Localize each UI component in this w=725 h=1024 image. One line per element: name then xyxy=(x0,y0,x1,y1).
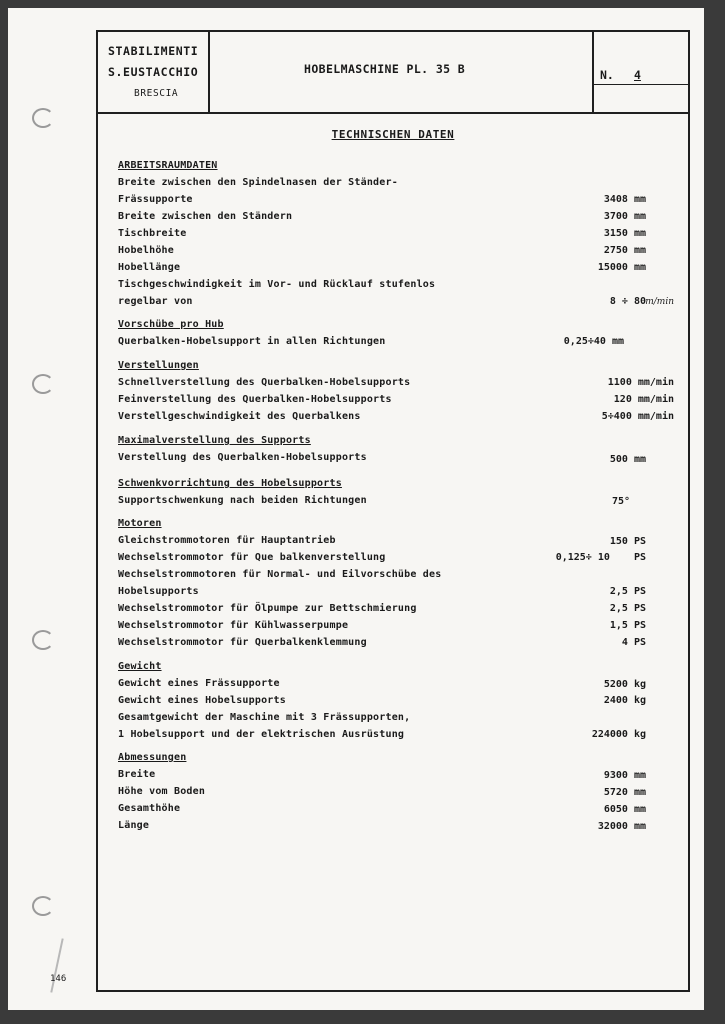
spec-label: 1 Hobelsupport und der elektrischen Ausrüstung xyxy=(118,729,405,740)
punch-hole xyxy=(32,630,54,650)
spec-value: 150 PS xyxy=(609,536,646,547)
spec-label: Länge xyxy=(118,820,150,831)
spec-value: 5200 kg xyxy=(603,679,646,690)
number-label: N. xyxy=(600,68,614,82)
spec-label: Wechselstrommotor für Querbalkenklemmung xyxy=(118,637,367,648)
spec-value: 15000 mm xyxy=(597,262,646,273)
spec-value: 6050 mm xyxy=(603,804,646,815)
spec-value: 32000 mm xyxy=(597,821,646,832)
document-page xyxy=(8,8,704,1010)
spec-label: Gesamthöhe xyxy=(118,803,181,814)
spec-label: Höhe vom Boden xyxy=(118,786,206,797)
spec-label: Tischgeschwindigkeit im Vor- und Rücklauf stufenlos xyxy=(118,279,436,290)
machine-title: HOBELMASCHINE PL. 35 B xyxy=(304,62,466,76)
number-value: 4 xyxy=(634,68,641,82)
title-block xyxy=(98,32,688,114)
section-heading: Vorschübe pro Hub xyxy=(118,319,224,330)
spec-label: Wechselstrommotor für Kühlwasserpumpe xyxy=(118,620,349,631)
spec-label: Verstellgeschwindigkeit des Querbalkens xyxy=(118,411,361,422)
spec-label: Gewicht eines Hobelsupports xyxy=(118,695,286,706)
spec-value: 5÷400 mm/min xyxy=(601,411,674,422)
spec-value: 3700 mm xyxy=(603,211,646,222)
spec-value: 0,125÷ 10 PS xyxy=(555,552,646,563)
punch-hole xyxy=(32,374,54,394)
section-heading: Schwenkvorrichtung des Hobelsupports xyxy=(118,478,342,489)
spec-label: Schnellverstellung des Querbalken-Hobelsupports xyxy=(118,377,411,388)
handwritten-unit: m/min xyxy=(645,297,674,307)
spec-label: Hobelhöhe xyxy=(118,245,174,256)
spec-label: Querbalken-Hobelsupport in allen Richtungen xyxy=(118,336,386,347)
spec-value: 1100 mm/min xyxy=(607,377,674,388)
spec-label: Verstellung des Querbalken-Hobelsupports xyxy=(118,452,367,463)
company-name: STABILIMENTI xyxy=(108,44,199,58)
spec-value: 3408 mm xyxy=(603,194,646,205)
spec-label: Frässupporte xyxy=(118,194,193,205)
spec-label: Hobellänge xyxy=(118,262,181,273)
spec-value: 75° xyxy=(611,496,630,507)
number-cell-rule xyxy=(594,84,688,85)
spec-value: 2750 mm xyxy=(603,245,646,256)
spec-label: Gleichstrommotoren für Hauptantrieb xyxy=(118,535,336,546)
pencil-mark xyxy=(50,938,63,992)
spec-label: Supportschwenkung nach beiden Richtungen xyxy=(118,495,367,506)
spec-value: 224000 kg xyxy=(591,729,646,740)
spec-value: 120 mm/min xyxy=(613,394,674,405)
spec-label: Breite zwischen den Ständern xyxy=(118,211,293,222)
spec-label: Wechselstrommotoren für Normal- und Eilvorschübe des xyxy=(118,569,442,580)
spec-label: Breite zwischen den Spindelnasen der Ständer- xyxy=(118,177,398,188)
company-subname: S.EUSTACCHIO xyxy=(108,65,199,79)
spec-label: Wechselstrommotor für Ölpumpe zur Bettschmierung xyxy=(118,603,417,614)
spec-value: 500 mm xyxy=(609,454,646,465)
punch-hole xyxy=(32,108,54,128)
spec-value: 1,5 PS xyxy=(609,620,646,631)
document-frame xyxy=(96,30,690,992)
spec-value: 4 PS xyxy=(621,637,646,648)
spec-value: 0,25÷40 mm xyxy=(563,336,624,347)
spec-label: Breite xyxy=(118,769,156,780)
spec-label: Gesamtgewicht der Maschine mit 3 Frässupporten, xyxy=(118,712,411,723)
section-heading: Abmessungen xyxy=(118,752,187,763)
section-heading: Gewicht xyxy=(118,661,162,672)
spec-label: Tischbreite xyxy=(118,228,187,239)
company-city: BRESCIA xyxy=(134,88,179,99)
spec-label: Hobelsupports xyxy=(118,586,199,597)
spec-value: 2400 kg xyxy=(603,695,646,706)
page-number: 146 xyxy=(50,974,67,984)
number-cell xyxy=(592,32,688,112)
spec-value: 2,5 PS xyxy=(609,586,646,597)
document-title: TECHNISCHEN DATEN xyxy=(331,128,455,141)
company-cell xyxy=(98,32,210,112)
spec-value: 2,5 PS xyxy=(609,603,646,614)
spec-value: 5720 mm xyxy=(603,787,646,798)
section-heading: Motoren xyxy=(118,518,162,529)
section-heading: ARBEITSRAUMDATEN xyxy=(118,160,218,171)
spec-value: 3150 mm xyxy=(603,228,646,239)
spec-label: Wechselstrommotor für Que balkenverstellung xyxy=(118,552,386,563)
spec-value: 9300 mm xyxy=(603,770,646,781)
spec-label: Gewicht eines Frässupporte xyxy=(118,678,280,689)
spec-label: regelbar von xyxy=(118,296,193,307)
spec-label: Feinverstellung des Querbalken-Hobelsupports xyxy=(118,394,392,405)
punch-hole xyxy=(32,896,54,916)
section-heading: Verstellungen xyxy=(118,360,199,371)
spec-value: 8 ÷ 80 xyxy=(609,296,646,307)
section-heading: Maximalverstellung des Supports xyxy=(118,435,311,446)
